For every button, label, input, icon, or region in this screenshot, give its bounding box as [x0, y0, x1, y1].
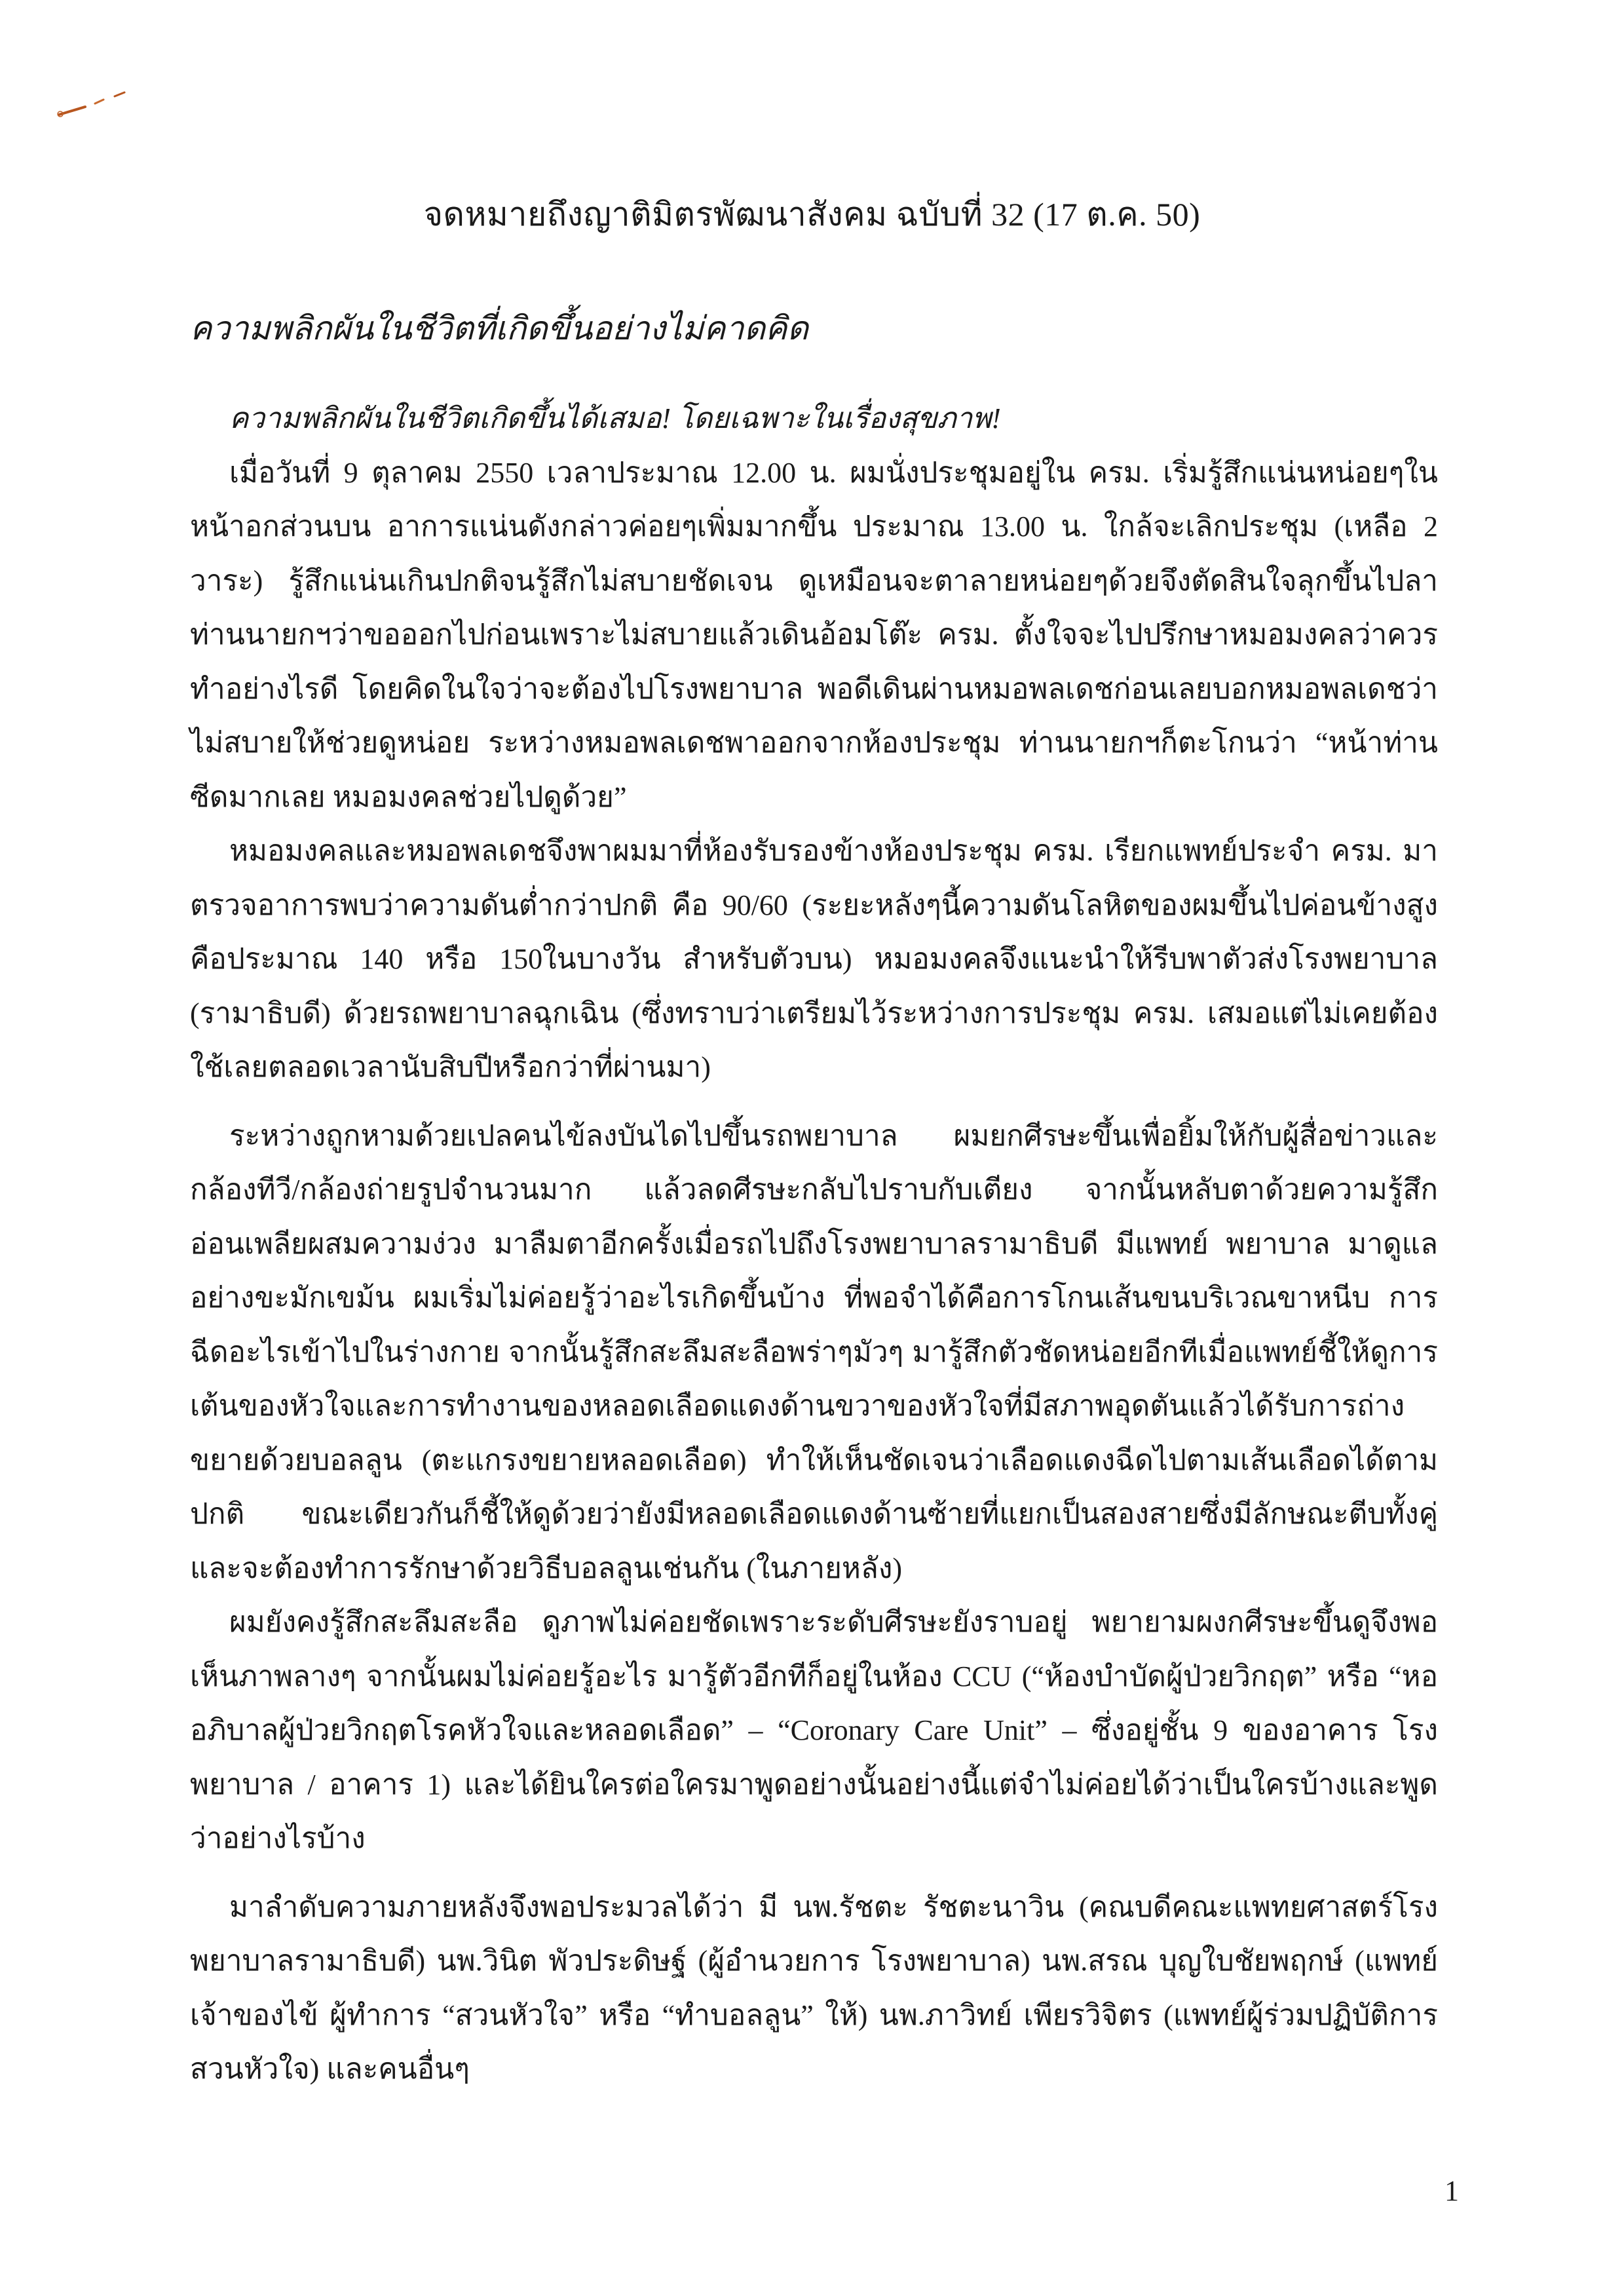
body-paragraph: ระหว่างถูกหามด้วยเปลคนไข้ลงบันไดไปขึ้นรถพยาบาล ผมยกศีรษะขึ้นเพื่อยิ้มให้กับผู้สื่อข่าวและกล้องทีวี/กล้องถ่ายรูปจำนวนมาก แล้วลดศีรษะกลับไปราบกับเตียง จากนั้นหลับตาด้วยความรู้สึกอ่อนเพลียผสมความง่วง มาลืมตาอีกครั้งเมื่อรถไปถึงโรงพยาบาลรามาธิบดี มีแพทย์ พยาบาล มาดูแลอย่างขะมักเขม้น ผมเริ่มไม่ค่อยรู้ว่าอะไรเกิดขึ้นบ้าง ที่พอจำได้คือการโกนเส้นขนบริเวณขาหนีบ การฉีดอะไรเข้าไปในร่างกาย จากนั้นรู้สึกสะลึมสะลือพร่าๆมัวๆ มารู้สึกตัวชัดหน่อยอีกทีเมื่อแพทย์ชี้ให้ดูการเต้นของหัวใจและการทำงานของหลอดเลือดแดงด้านขวาของหัวใจที่มีสภาพอุดตันแล้วได้รับการถ่างขยายด้วยบอลลูน (ตะแกรงขยายหลอดเลือด) ทำให้เห็นชัดเจนว่าเลือดแดงฉีดไปตามเส้นเลือดได้ตามปกติ ขณะเดียวกันก็ชี้ให้ดูด้วยว่ายังมีหลอดเลือดแดงด้านซ้ายที่แยกเป็นสองสายซึ่งมีลักษณะตีบทั้งคู่และจะต้องทำการรักษาด้วยวิธีบอลลูนเช่นกัน (ในภายหลัง)	[190, 1119, 1438, 1584]
scan-artifact-mark	[39, 85, 157, 124]
document-title: จดหมายถึงญาติมิตรพัฒนาสังคม ฉบับที่ 32 (17 ต.ค. 50)	[423, 196, 1201, 233]
body-paragraph: มาลำดับความภายหลังจึงพอประมวลได้ว่า มี นพ.รัชตะ รัชตะนาวิน (คณบดีคณะแพทยศาสตร์โรงพยาบาลรามาธิบดี) นพ.วินิต พัวประดิษฐ์ (ผู้อำนวยการ โรงพยาบาล) นพ.สรณ บุญใบชัยพฤกษ์ (แพทย์เจ้าของไข้ ผู้ทำการ “สวนหัวใจ” หรือ “ทำบอลลูน” ให้) นพ.ภาวิทย์ เพียรวิจิตร (แพทย์ผู้ร่วมปฏิบัติการสวนหัวใจ) และคนอื่นๆ	[190, 1890, 1438, 2085]
body-paragraph: ผมยังคงรู้สึกสะลึมสะลือ ดูภาพไม่ค่อยชัดเพราะระดับศีรษะยังราบอยู่ พยายามผงกศีรษะขึ้นดูจึงพอเห็นภาพลางๆ จากนั้นผมไม่ค่อยรู้อะไร มารู้ตัวอีกทีก็อยู่ในห้อง CCU (“ห้องบำบัดผู้ป่วยวิกฤต” หรือ “หออภิบาลผู้ป่วยวิกฤตโรคหัวใจและหลอดเลือด” – “Coronary Care Unit” – ซึ่งอยู่ชั้น 9 ของอาคาร โรงพยาบาล / อาคาร 1) และได้ยินใครต่อใครมาพูดอย่างนั้นอย่างนี้แต่จำไม่ค่อยได้ว่าเป็นใครบ้างและพูดว่าอย่างไรบ้าง	[190, 1606, 1438, 1854]
body-paragraph: เมื่อวันที่ 9 ตุลาคม 2550 เวลาประมาณ 12.00 น. ผมนั่งประชุมอยู่ใน ครม. เริ่มรู้สึกแน่นหน่อยๆในหน้าอกส่วนบน อาการแน่นดังกล่าวค่อยๆเพิ่มมากขึ้น ประมาณ 13.00 น. ใกล้จะเลิกประชุม (เหลือ 2 วาระ) รู้สึกแน่นเกินปกติจนรู้สึกไม่สบายชัดเจน ดูเหมือนจะตาลายหน่อยๆด้วยจึงตัดสินใจลุกขึ้นไปลาท่านนายกฯว่าขอออกไปก่อนเพราะไม่สบายแล้วเดินอ้อมโต๊ะ ครม. ตั้งใจจะไปปรึกษาหมอมงคลว่าควรทำอย่างไรดี โดยคิดในใจว่าจะต้องไปโรงพยาบาล พอดีเดินผ่านหมอพลเดชก่อนเลยบอกหมอพลเดชว่าไม่สบายให้ช่วยดูหน่อย ระหว่างหมอพลเดชพาออกจากห้องประชุม ท่านนายกฯก็ตะโกนว่า “หน้าท่านซีดมากเลย หมอมงคลช่วยไปดูด้วย”	[190, 456, 1438, 813]
lead-paragraph: ความพลิกผันในชีวิตเกิดขึ้นได้เสมอ! โดยเฉพาะในเรื่องสุขภาพ!	[229, 402, 1001, 434]
page-number: 1	[1445, 2175, 1459, 2207]
section-heading: ความพลิกผันในชีวิตที่เกิดขึ้นอย่างไม่คาดคิด	[190, 310, 808, 347]
document-body	[190, 392, 1438, 2097]
body-paragraph: หมอมงคลและหมอพลเดชจึงพาผมมาที่ห้องรับรองข้างห้องประชุม ครม. เรียกแพทย์ประจำ ครม. มาตรวจอาการพบว่าความดันต่ำกว่าปกติ คือ 90/60 (ระยะหลังๆนี้ความดันโลหิตของผมขึ้นไปค่อนข้างสูง คือประมาณ 140 หรือ 150ในบางวัน สำหรับตัวบน) หมอมงคลจึงแนะนำให้รีบพาตัวส่งโรงพยาบาล (รามาธิบดี) ด้วยรถพยาบาลฉุกเฉิน (ซึ่งทราบว่าเตรียมไว้ระหว่างการประชุม ครม. เสมอแต่ไม่เคยต้องใช้เลยตลอดเวลานับสิบปีหรือกว่าที่ผ่านมา)	[190, 835, 1438, 1083]
